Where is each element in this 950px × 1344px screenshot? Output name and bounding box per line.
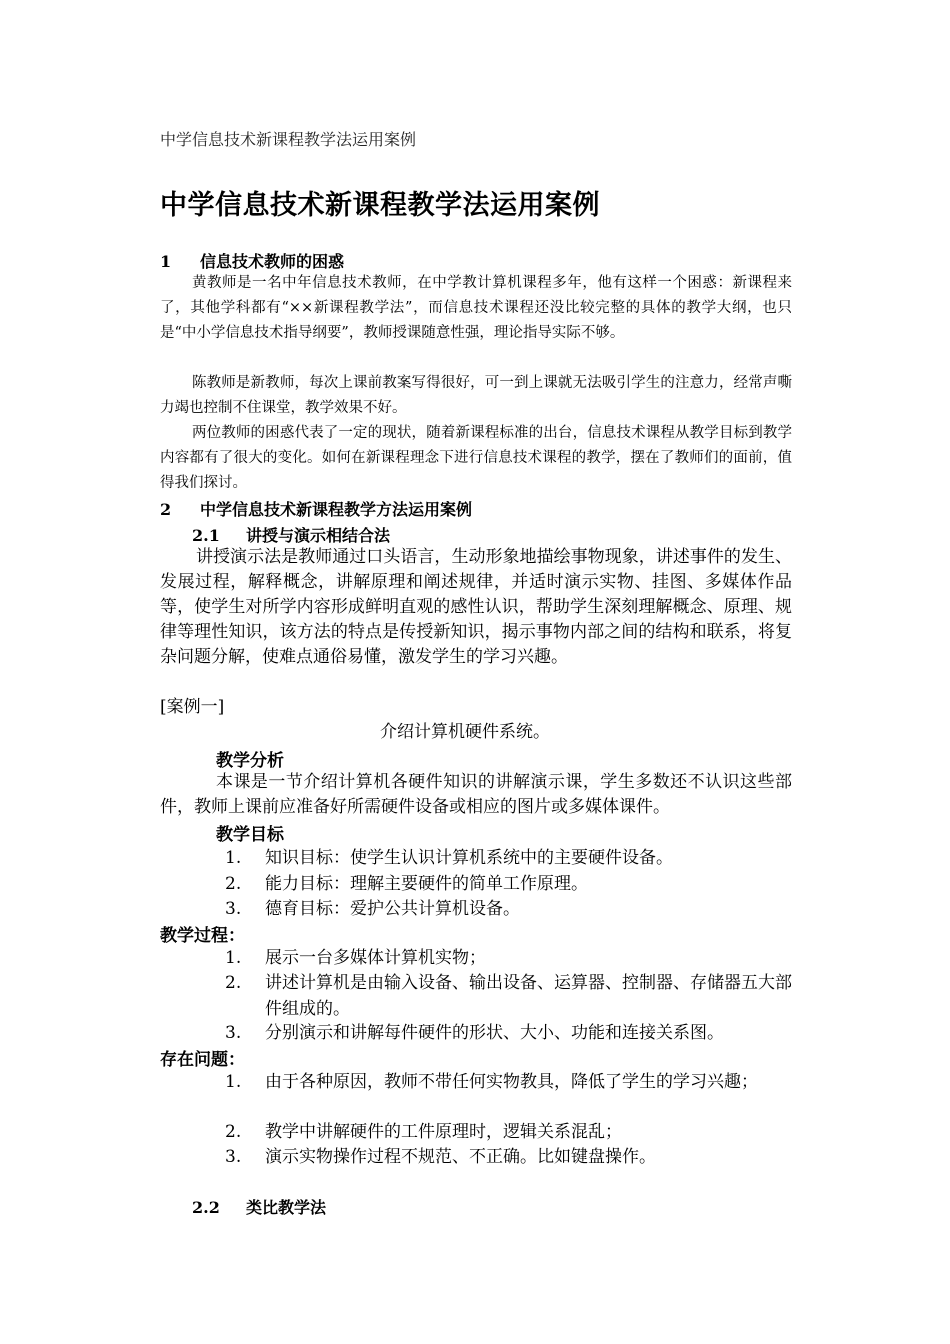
case-title: 介绍计算机硬件系统。 bbox=[380, 722, 550, 742]
analysis-paragraph: 本课是一节介绍计算机各硬件知识的讲解演示课，学生多数还不认识这些部件，教师上课前应准备好所需硬件设备或相应的图片或多媒体课件。 bbox=[160, 772, 792, 817]
subsection-number: 2.2 bbox=[192, 1198, 220, 1217]
list-text: 教学中讲解硬件的工件原理时，逻辑关系混乱； bbox=[265, 1122, 622, 1142]
list-text: 知识目标：使学生认识计算机系统中的主要硬件设备。 bbox=[265, 848, 673, 868]
paragraph: 黄教师是一名中年信息技术教师，在中学教计算机课程多年，他有这样一个困惑：新课程来了，其他学科都有“××新课程教学法”，而信息技术课程还没比较完整的具体的教学大纲，也只是“中小学信息技术指导纲要”，教师授课随意性强，理论指导实际不够。 bbox=[160, 275, 792, 341]
list-number: 1. bbox=[225, 1072, 242, 1092]
list-number: 3. bbox=[225, 1023, 242, 1043]
section-1-heading bbox=[160, 249, 344, 272]
list-number: 3. bbox=[225, 1147, 242, 1167]
section-title: 信息技术教师的困惑 bbox=[200, 252, 345, 271]
list-item bbox=[225, 1119, 795, 1145]
section-title: 中学信息技术新课程教学方法运用案例 bbox=[200, 500, 473, 519]
case-label: [案例一] bbox=[160, 697, 225, 717]
process-heading: 教学过程： bbox=[160, 926, 245, 946]
list-number: 1. bbox=[225, 848, 242, 868]
list-item bbox=[225, 1069, 795, 1095]
goals-heading: 教学目标 bbox=[216, 825, 284, 845]
analysis-heading: 教学分析 bbox=[216, 751, 284, 771]
list-number: 2. bbox=[225, 1122, 242, 1142]
list-text: 分别演示和讲解每件硬件的形状、大小、功能和连接关系图。 bbox=[265, 1023, 724, 1043]
list-text: 能力目标：理解主要硬件的简单工作原理。 bbox=[265, 874, 588, 894]
list-item bbox=[225, 970, 795, 1022]
list-text: 讲述计算机是由输入设备、输出设备、运算器、控制器、存储器五大部件组成的。 bbox=[265, 973, 792, 1019]
page-header: 中学信息技术新课程教学法运用案例 bbox=[160, 130, 417, 149]
list-number: 3. bbox=[225, 899, 242, 919]
subsection-title: 讲授与演示相结合法 bbox=[246, 526, 391, 545]
paragraph: 两位教师的困惑代表了一定的现状，随着新课程标准的出台，信息技术课程从教学目标到教学内容都有了很大的变化。如何在新课程理念下进行信息技术课程的教学，摆在了教师们的面前，值得我们探讨。 bbox=[160, 425, 792, 491]
section-2-heading bbox=[160, 497, 472, 520]
list-item bbox=[225, 945, 795, 971]
list-number: 1. bbox=[225, 948, 242, 968]
list-item bbox=[225, 845, 795, 871]
section-number: 2 bbox=[160, 500, 172, 519]
paragraph: 讲授演示法是教师通过口头语言，生动形象地描绘事物现象，讲述事件的发生、发展过程，解释概念，讲解原理和阐述规律，并适时演示实物、挂图、多媒体作品等，使学生对所学内容形成鲜明直观的感性认识，帮助学生深刻理解概念、原理、规律等理性知识，该方法的特点是传授新知识，揭示事物内部之间的结构和联系，将复杂问题分解，使难点通俗易懂，激发学生的学习兴趣。 bbox=[160, 547, 792, 667]
list-item bbox=[225, 896, 795, 922]
problems-heading: 存在问题： bbox=[160, 1050, 245, 1070]
list-text: 德育目标：爱护公共计算机设备。 bbox=[265, 899, 520, 919]
paragraph: 陈教师是新教师，每次上课前教案写得很好，可一到上课就无法吸引学生的注意力，经常声嘶力竭也控制不住课堂，教学效果不好。 bbox=[160, 375, 792, 416]
subsection-2-1-heading bbox=[192, 523, 390, 546]
list-text: 展示一台多媒体计算机实物； bbox=[265, 948, 486, 968]
subsection-title: 类比教学法 bbox=[246, 1198, 327, 1217]
list-item bbox=[225, 1144, 795, 1170]
list-number: 2. bbox=[225, 874, 242, 894]
list-item bbox=[225, 1020, 795, 1046]
subsection-number: 2.1 bbox=[192, 526, 220, 545]
list-number: 2. bbox=[225, 973, 242, 993]
subsection-2-2-heading bbox=[192, 1195, 326, 1218]
list-text: 演示实物操作过程不规范、不正确。比如键盘操作。 bbox=[265, 1147, 656, 1167]
list-text: 由于各种原因，教师不带任何实物教具，降低了学生的学习兴趣； bbox=[265, 1072, 758, 1092]
section-number: 1 bbox=[160, 252, 172, 271]
document-title: 中学信息技术新课程教学法运用案例 bbox=[160, 190, 600, 221]
list-item bbox=[225, 871, 795, 897]
